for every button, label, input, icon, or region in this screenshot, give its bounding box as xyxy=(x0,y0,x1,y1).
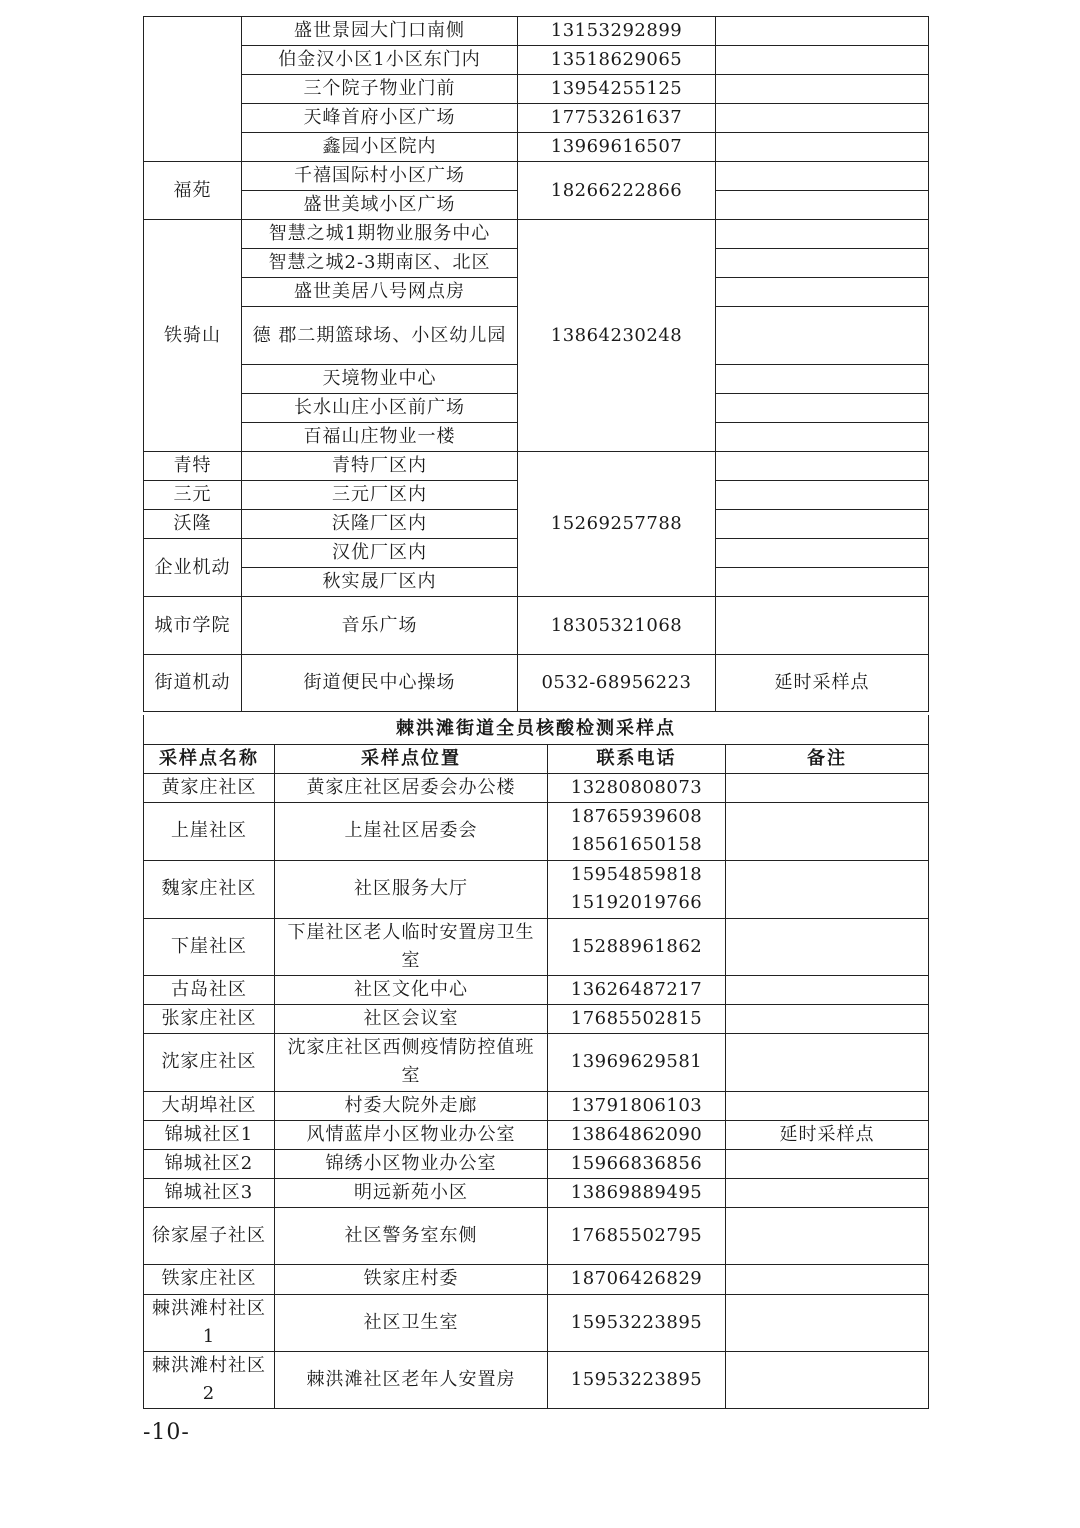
phone-number: 17685502815 xyxy=(570,1007,703,1029)
header-note: 备注 xyxy=(726,744,929,773)
table-row xyxy=(144,1120,929,1149)
phone-cell xyxy=(548,1033,726,1091)
site-name-cell: 古岛社区 xyxy=(144,975,275,1004)
location-cell: 明远新苑小区 xyxy=(275,1178,548,1207)
location-cell: 三元厂区内 xyxy=(242,481,518,510)
table-row xyxy=(144,1033,929,1091)
note-cell xyxy=(716,307,929,365)
note-cell xyxy=(726,1264,929,1294)
area-name-cell: 街道机动 xyxy=(144,655,242,712)
site-name-cell: 锦城社区1 xyxy=(144,1120,275,1149)
table-row xyxy=(144,1149,929,1178)
note-cell: 延时采样点 xyxy=(716,655,929,712)
note-cell xyxy=(716,568,929,597)
phone-number: 13280808073 xyxy=(570,776,703,798)
note-cell xyxy=(726,1351,929,1408)
phone-number: 13969629581 xyxy=(570,1051,703,1072)
site-name-cell: 锦城社区3 xyxy=(144,1178,275,1207)
location-cell: 社区服务大厅 xyxy=(275,860,548,918)
area-name-cell: 企业机动 xyxy=(144,539,242,597)
table-row xyxy=(144,918,929,975)
table-row xyxy=(144,452,929,481)
note-cell xyxy=(716,394,929,423)
table-row xyxy=(144,802,929,860)
note-cell xyxy=(726,1207,929,1264)
phone-number: 15966836856 xyxy=(570,1152,703,1174)
location-cell: 音乐广场 xyxy=(242,597,518,655)
note-cell xyxy=(716,17,929,46)
location-cell: 下崖社区老人临时安置房卫生室 xyxy=(275,918,548,975)
location-cell: 智慧之城1期物业服务中心 xyxy=(242,220,518,249)
phone-cell: 18305321068 xyxy=(518,597,716,655)
location-cell: 三个院子物业门前 xyxy=(242,75,518,104)
area-name-cell: 福苑 xyxy=(144,162,242,220)
sampling-table-continued xyxy=(143,16,929,712)
location-cell: 伯金汉小区1小区东门内 xyxy=(242,46,518,75)
note-cell xyxy=(726,1294,929,1351)
area-name-cell: 城市学院 xyxy=(144,597,242,655)
note-cell xyxy=(716,597,929,655)
table-row xyxy=(144,597,929,655)
phone-cell xyxy=(548,1351,726,1408)
note-cell xyxy=(716,365,929,394)
header-phone: 联系电话 xyxy=(548,744,726,773)
table-row xyxy=(144,220,929,249)
phone-cell xyxy=(548,860,726,918)
site-name-cell: 黄家庄社区 xyxy=(144,773,275,802)
table-row xyxy=(144,162,929,191)
location-cell: 沃隆厂区内 xyxy=(242,510,518,539)
location-cell: 社区文化中心 xyxy=(275,975,548,1004)
location-cell: 天峰首府小区广场 xyxy=(242,104,518,133)
note-cell xyxy=(716,133,929,162)
table-row xyxy=(144,17,929,46)
note-cell xyxy=(726,1091,929,1120)
location-cell: 社区卫生室 xyxy=(275,1294,548,1351)
phone-number: 15953223895 xyxy=(570,1311,703,1333)
location-cell: 村委大院外走廊 xyxy=(275,1091,548,1120)
location-cell: 沈家庄社区西侧疫情防控值班室 xyxy=(275,1033,548,1091)
phone-cell xyxy=(548,1178,726,1207)
site-name-cell: 铁家庄社区 xyxy=(144,1264,275,1294)
note-cell xyxy=(726,773,929,802)
note-cell xyxy=(726,918,929,975)
phone-cell: 0532-68956223 xyxy=(518,655,716,712)
phone-number: 17685502795 xyxy=(570,1224,703,1246)
phone-number: 13791806103 xyxy=(570,1094,703,1116)
note-cell xyxy=(726,802,929,860)
phone-cell: 17753261637 xyxy=(518,104,716,133)
note-cell xyxy=(726,1178,929,1207)
location-cell: 青特厂区内 xyxy=(242,452,518,481)
table-row xyxy=(144,133,929,162)
table-title-row xyxy=(144,715,929,744)
table-row xyxy=(144,1264,929,1294)
note-cell xyxy=(716,452,929,481)
phone-cell xyxy=(548,1004,726,1033)
location-cell: 鑫园小区院内 xyxy=(242,133,518,162)
location-cell: 盛世美域小区广场 xyxy=(242,191,518,220)
table-row xyxy=(144,1178,929,1207)
location-cell: 棘洪滩社区老年人安置房 xyxy=(275,1351,548,1408)
note-cell xyxy=(716,481,929,510)
area-name-cell: 三元 xyxy=(144,481,242,510)
location-cell: 盛世美居八号网点房 xyxy=(242,278,518,307)
table-row xyxy=(144,46,929,75)
phone-cell xyxy=(548,1264,726,1294)
phone-cell xyxy=(548,1149,726,1178)
site-name-cell: 上崖社区 xyxy=(144,802,275,860)
location-cell: 盛世景园大门口南侧 xyxy=(242,17,518,46)
site-name-cell: 棘洪滩村社区1 xyxy=(144,1294,275,1351)
table-row xyxy=(144,1091,929,1120)
location-cell: 社区警务室东侧 xyxy=(275,1207,548,1264)
table-row xyxy=(144,75,929,104)
table-row xyxy=(144,975,929,1004)
phone-cell: 13969616507 xyxy=(518,133,716,162)
table-row xyxy=(144,1004,929,1033)
phone-cell xyxy=(548,802,726,860)
phone-number: 13869889495 xyxy=(570,1181,703,1203)
note-cell xyxy=(726,1004,929,1033)
note-cell xyxy=(726,1149,929,1178)
note-cell xyxy=(716,162,929,191)
note-cell xyxy=(716,46,929,75)
phone-number: 18706426829 xyxy=(570,1268,703,1289)
header-location: 采样点位置 xyxy=(275,744,548,773)
area-name-cell: 沃隆 xyxy=(144,510,242,539)
location-cell: 秋实晟厂区内 xyxy=(242,568,518,597)
phone-number: 15192019766 xyxy=(570,892,703,913)
phone-cell xyxy=(548,1091,726,1120)
table-title: 棘洪滩街道全员核酸检测采样点 xyxy=(144,715,929,744)
location-cell: 风情蓝岸小区物业办公室 xyxy=(275,1120,548,1149)
table-row xyxy=(144,860,929,918)
site-name-cell: 大胡埠社区 xyxy=(144,1091,275,1120)
header-name: 采样点名称 xyxy=(144,744,275,773)
note-cell xyxy=(726,860,929,918)
area-name-cell: 铁骑山 xyxy=(144,220,242,452)
phone-cell: 13518629065 xyxy=(518,46,716,75)
phone-cell xyxy=(548,975,726,1004)
note-cell xyxy=(716,278,929,307)
phone-number: 15953223895 xyxy=(570,1368,703,1390)
table-row xyxy=(144,1294,929,1351)
phone-cell: 15269257788 xyxy=(518,452,716,597)
site-name-cell: 张家庄社区 xyxy=(144,1004,275,1033)
jihongtan-sampling-table xyxy=(143,715,929,1409)
location-cell: 上崖社区居委会 xyxy=(275,802,548,860)
note-cell xyxy=(716,539,929,568)
phone-cell xyxy=(548,1120,726,1149)
note-cell xyxy=(716,75,929,104)
table-row xyxy=(144,1207,929,1264)
phone-number: 18561650158 xyxy=(570,834,703,855)
note-cell xyxy=(726,1033,929,1091)
location-cell: 百福山庄物业一楼 xyxy=(242,423,518,452)
location-cell: 千禧国际村小区广场 xyxy=(242,162,518,191)
location-cell: 锦绣小区物业办公室 xyxy=(275,1149,548,1178)
location-cell: 智慧之城2-3期南区、北区 xyxy=(242,249,518,278)
phone-number: 15954859818 xyxy=(570,864,703,885)
table-row xyxy=(144,1351,929,1408)
area-name-cell: 青特 xyxy=(144,452,242,481)
note-cell xyxy=(716,423,929,452)
site-name-cell: 下崖社区 xyxy=(144,918,275,975)
phone-number: 13864862090 xyxy=(570,1123,703,1145)
phone-cell xyxy=(548,773,726,802)
location-cell: 社区会议室 xyxy=(275,1004,548,1033)
phone-cell xyxy=(548,1207,726,1264)
location-cell: 天境物业中心 xyxy=(242,365,518,394)
phone-cell xyxy=(548,1294,726,1351)
location-cell: 德 郡二期篮球场、小区幼儿园 xyxy=(242,307,518,365)
note-cell xyxy=(726,975,929,1004)
table-row xyxy=(144,773,929,802)
site-name-cell: 沈家庄社区 xyxy=(144,1033,275,1091)
note-cell xyxy=(716,510,929,539)
area-name-cell xyxy=(144,17,242,162)
location-cell: 长水山庄小区前广场 xyxy=(242,394,518,423)
site-name-cell: 徐家屋子社区 xyxy=(144,1207,275,1264)
note-cell xyxy=(716,220,929,249)
note-cell: 延时采样点 xyxy=(726,1120,929,1149)
location-cell: 铁家庄村委 xyxy=(275,1264,548,1294)
phone-cell: 13954255125 xyxy=(518,75,716,104)
site-name-cell: 魏家庄社区 xyxy=(144,860,275,918)
table-row xyxy=(144,104,929,133)
phone-cell xyxy=(548,918,726,975)
note-cell xyxy=(716,249,929,278)
phone-cell: 13153292899 xyxy=(518,17,716,46)
location-cell: 汉优厂区内 xyxy=(242,539,518,568)
phone-number: 18765939608 xyxy=(570,806,703,827)
phone-cell: 13864230248 xyxy=(518,220,716,452)
header-row xyxy=(144,744,929,773)
location-cell: 黄家庄社区居委会办公楼 xyxy=(275,773,548,802)
site-name-cell: 棘洪滩村社区2 xyxy=(144,1351,275,1408)
phone-number: 13626487217 xyxy=(570,978,703,1000)
location-cell: 街道便民中心操场 xyxy=(242,655,518,712)
phone-number: 15288961862 xyxy=(570,935,703,957)
site-name-cell: 锦城社区2 xyxy=(144,1149,275,1178)
table-row xyxy=(144,655,929,712)
phone-cell: 18266222866 xyxy=(518,162,716,220)
page-number: -10- xyxy=(143,1420,190,1445)
note-cell xyxy=(716,191,929,220)
note-cell xyxy=(716,104,929,133)
